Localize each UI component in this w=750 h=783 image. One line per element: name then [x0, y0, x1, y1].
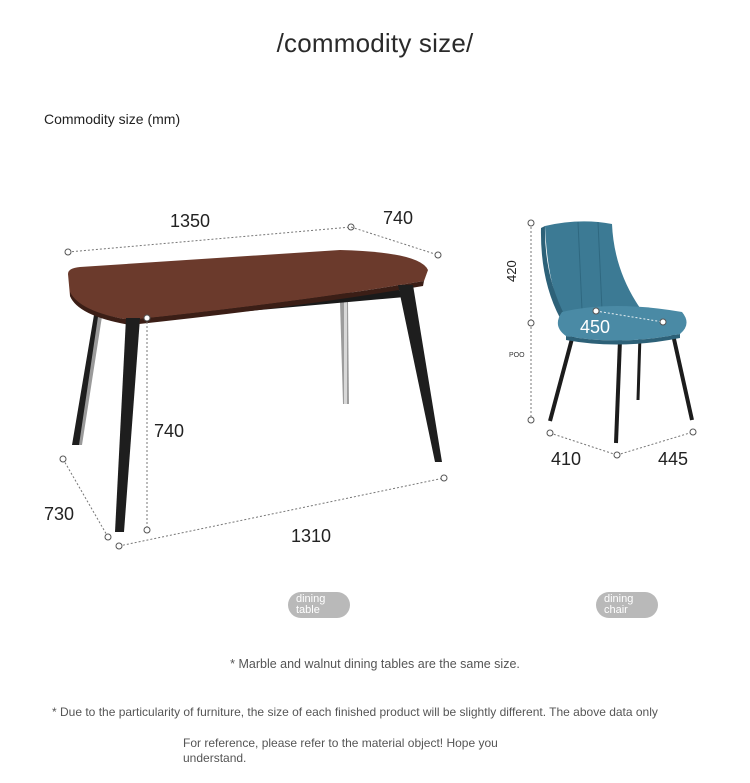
chair-seat-height-label: 420 — [504, 260, 519, 282]
page-title: /commodity size/ — [276, 28, 474, 58]
table-base-depth-label: 730 — [44, 504, 75, 524]
note-reference: For reference, please refer to the material object! Hope you understand. — [183, 736, 498, 765]
table-base-length-label: 1310 — [291, 526, 332, 546]
chair-base-depth-label: 410 — [551, 449, 582, 469]
chair-backrest-label: POO — [509, 352, 525, 359]
chair-seat-width-label: 450 — [580, 317, 611, 337]
table-top-width-label: 740 — [383, 208, 414, 228]
dining-table-tag: dining table — [288, 592, 350, 618]
dining-chair-tag: dining chair — [596, 592, 658, 618]
note-same-size: * Marble and walnut dining tables are the same size. — [230, 657, 520, 671]
table-height-label: 740 — [154, 421, 185, 441]
note-size-variation: * Due to the particularity of furniture, the size of each finished product will be slightly different. The above data only — [52, 705, 658, 719]
size-unit-label: Commodity size (mm) — [44, 111, 181, 127]
table-top-length-label: 1350 — [170, 211, 211, 231]
chair-base-width-label: 445 — [658, 449, 689, 469]
